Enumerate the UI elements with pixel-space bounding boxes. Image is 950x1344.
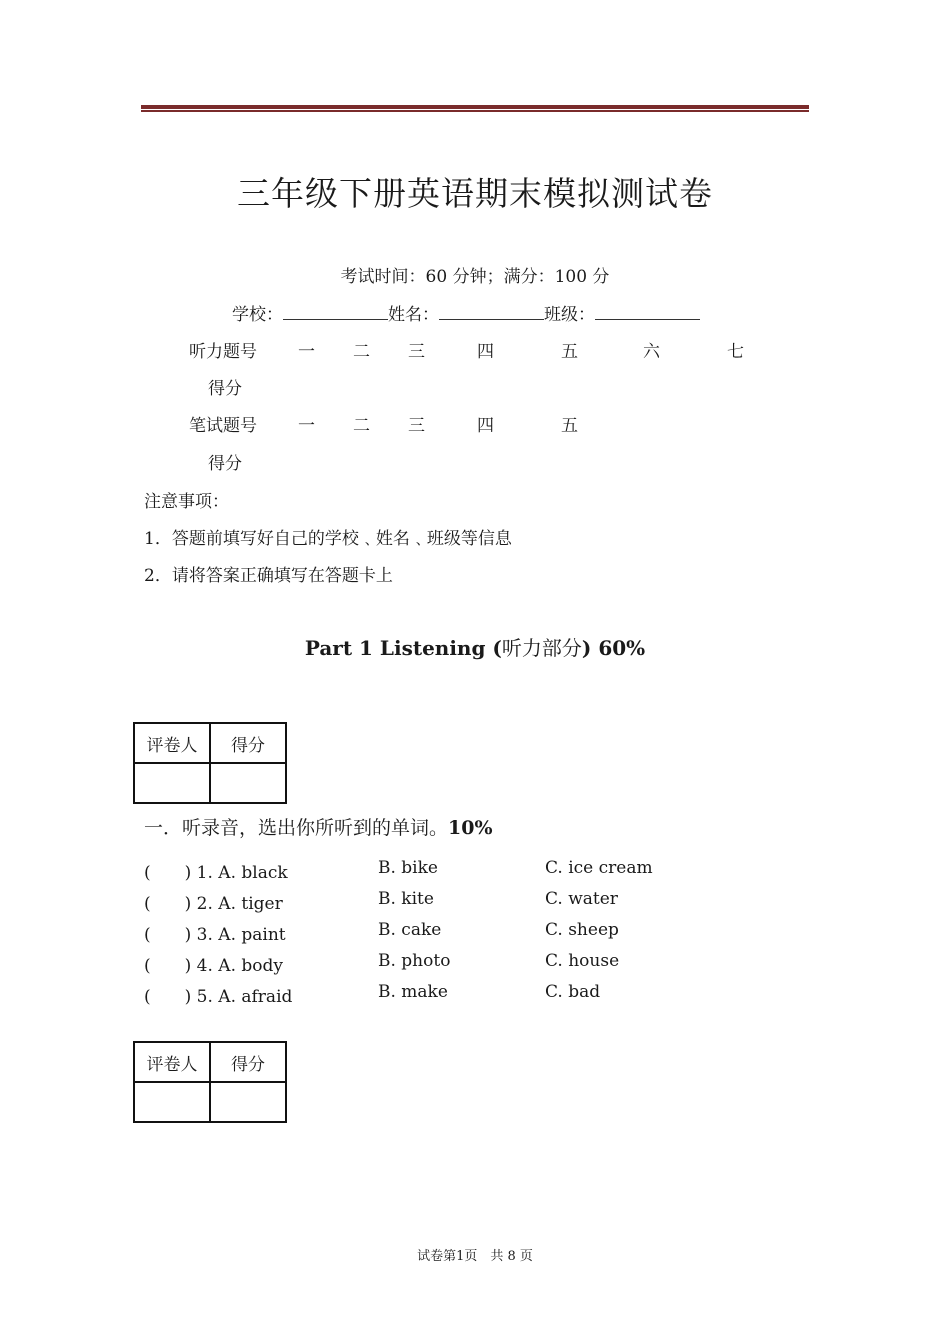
listening-col-5: 五	[561, 342, 578, 362]
listening-col-2: 二	[353, 342, 370, 362]
question-3-b: B. cake	[378, 920, 442, 940]
writing-col-2: 二	[353, 416, 370, 436]
listening-label: 听力题号	[189, 342, 257, 362]
question-row	[144, 889, 764, 920]
question-5-a: ( ) 5. A. afraid	[144, 987, 293, 1007]
part1-prefix: Part 1 Listening (	[304, 636, 502, 660]
part1-heading	[0, 632, 950, 661]
question-2-a: ( ) 2. A. tiger	[144, 894, 283, 914]
note-item-1: 1．答题前填写好自己的学校﹑姓名﹑班级等信息	[144, 529, 512, 549]
listening-score-label: 得分	[208, 379, 242, 399]
section1-points: 10%	[448, 817, 493, 839]
question-3-a: ( ) 3. A. paint	[144, 925, 286, 945]
grader-label: 评卷人	[134, 1042, 210, 1082]
question-4-a: ( ) 4. A. body	[144, 956, 283, 976]
name-label: 姓名：	[388, 305, 439, 325]
question-5-c: C. bad	[545, 982, 601, 1002]
grader-score-cell[interactable]	[210, 1082, 286, 1122]
school-blank[interactable]	[283, 305, 388, 320]
student-info-fields	[232, 300, 700, 325]
grader-name-cell[interactable]	[134, 763, 210, 803]
question-row	[144, 920, 764, 951]
school-label: 学校：	[232, 305, 283, 325]
listening-col-6: 六	[643, 342, 660, 362]
question-row	[144, 951, 764, 982]
listening-col-3: 三	[408, 342, 425, 362]
grader-score-label: 得分	[210, 1042, 286, 1082]
grader-score-label: 得分	[210, 723, 286, 763]
question-2-c: C. water	[545, 889, 618, 909]
grader-name-cell[interactable]	[134, 1082, 210, 1122]
question-1-b: B. bike	[378, 858, 438, 878]
writing-label: 笔试题号	[189, 416, 257, 436]
question-5-b: B. make	[378, 982, 448, 1002]
writing-col-5: 五	[561, 416, 578, 436]
question-3-c: C. sheep	[545, 920, 619, 940]
header-rule-thin	[141, 110, 809, 112]
section1-heading	[144, 813, 493, 840]
section1-title: 一．听录音，选出你所听到的单词。	[144, 817, 449, 839]
writing-col-3: 三	[408, 416, 425, 436]
part1-suffix: ) 60%	[581, 636, 646, 660]
writing-col-4: 四	[477, 416, 494, 436]
question-row	[144, 858, 764, 889]
exam-info: 考试时间：60 分钟；满分：100 分	[340, 267, 610, 287]
listening-col-7: 七	[727, 342, 744, 362]
listening-col-4: 四	[477, 342, 494, 362]
class-blank[interactable]	[595, 305, 700, 320]
document-title: 三年级下册英语期末模拟测试卷	[237, 174, 713, 213]
header-rule-thick	[141, 105, 809, 109]
writing-col-1: 一	[298, 416, 315, 436]
question-1-a: ( ) 1. A. black	[144, 863, 288, 883]
grader-score-cell[interactable]	[210, 763, 286, 803]
writing-row	[0, 411, 950, 435]
writing-score-label: 得分	[208, 454, 242, 474]
question-1-c: C. ice cream	[545, 858, 653, 878]
grader-box-2	[133, 1041, 287, 1123]
question-list	[144, 858, 764, 1013]
notes-heading: 注意事项：	[144, 492, 229, 512]
question-row	[144, 982, 764, 1013]
class-label: 班级：	[544, 305, 595, 325]
page-footer: 试卷第1页 共 8 页	[417, 1249, 533, 1264]
name-blank[interactable]	[439, 305, 544, 320]
grader-box-1	[133, 722, 287, 804]
listening-col-1: 一	[298, 342, 315, 362]
grader-label: 评卷人	[134, 723, 210, 763]
question-2-b: B. kite	[378, 889, 434, 909]
question-4-b: B. photo	[378, 951, 451, 971]
question-4-c: C. house	[545, 951, 620, 971]
note-item-2: 2．请将答案正确填写在答题卡上	[144, 566, 393, 586]
listening-row	[0, 337, 950, 361]
part1-cn: 听力部分	[501, 636, 582, 660]
